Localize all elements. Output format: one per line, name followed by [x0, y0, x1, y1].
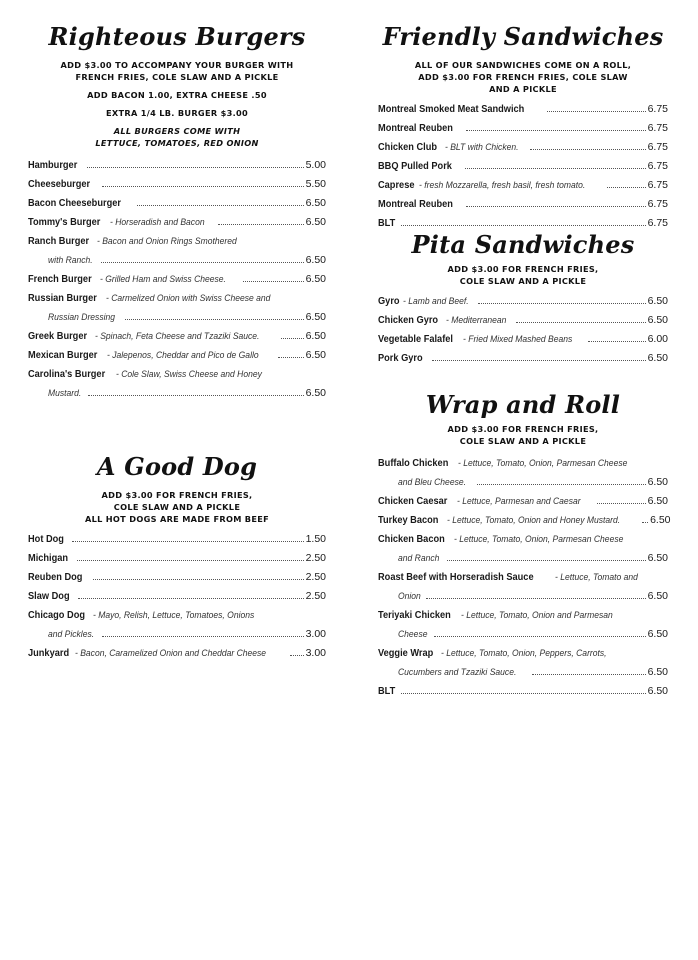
menu-item — [28, 214, 326, 233]
item-price: 6.50 — [647, 495, 668, 507]
item-price: 6.50 — [647, 314, 668, 326]
item-price: 6.50 — [650, 514, 671, 526]
dot-leader — [466, 206, 645, 207]
item-name: Reuben Dog — [28, 571, 83, 583]
pita-note: COLE SLAW AND A PICKLE — [459, 276, 587, 286]
item-description: - Spinach, Feta Cheese and Tzaziki Sauce. — [95, 331, 260, 342]
dot-leader — [477, 484, 646, 485]
item-price: 6.75 — [647, 141, 668, 153]
item-price: 6.50 — [305, 330, 326, 342]
menu-item — [378, 607, 668, 645]
burgers-title: Righteous Burgers — [48, 22, 306, 51]
item-price: 2.50 — [305, 590, 326, 602]
menu-item — [378, 493, 668, 512]
menu-item — [378, 196, 668, 215]
item-price: 5.50 — [305, 178, 326, 190]
wraps-list — [378, 455, 671, 702]
sandwiches-note: ALL OF OUR SANDWICHES COME ON A ROLL, — [414, 60, 632, 70]
pita-note: ADD $3.00 FOR FRENCH FRIES, — [447, 264, 599, 274]
item-price: 6.50 — [305, 197, 326, 209]
menu-item — [378, 512, 671, 531]
dogs-note: COLE SLAW AND A PICKLE — [113, 502, 241, 512]
item-price: 6.50 — [647, 666, 668, 678]
dot-leader — [607, 187, 645, 188]
sandwiches-note: AND A PICKLE — [489, 84, 557, 94]
menu-item — [28, 607, 326, 645]
dot-leader — [434, 636, 646, 637]
item-name: Montreal Reuben — [378, 122, 453, 134]
menu-item — [378, 101, 668, 120]
item-description: - Bacon, Caramelized Onion and Cheddar Cheese — [74, 648, 266, 659]
item-description-cont: Cucumbers and Tzaziki Sauce. — [398, 667, 517, 678]
item-description-cont: and Bleu Cheese. — [398, 477, 466, 488]
dot-leader — [466, 130, 645, 131]
menu-item — [378, 455, 668, 493]
item-name: Turkey Bacon — [378, 514, 439, 526]
dot-leader — [478, 303, 645, 304]
item-name: Russian Burger — [28, 292, 97, 304]
menu-item — [378, 569, 668, 607]
burgers-note: FRENCH FRIES, COLE SLAW AND A PICKLE — [75, 72, 279, 82]
item-name: Caprese — [378, 179, 415, 191]
item-description: - Lettuce, Tomato and — [554, 572, 638, 583]
item-description: - Jalepenos, Cheddar and Pico de Gallo — [106, 350, 259, 361]
dot-leader — [125, 319, 303, 320]
dogs-note: ADD $3.00 FOR FRENCH FRIES, — [101, 490, 253, 500]
menu-item — [378, 683, 668, 702]
dot-leader — [588, 341, 646, 342]
menu-item — [28, 271, 326, 290]
item-description: - Grilled Ham and Swiss Cheese. — [100, 274, 227, 285]
dot-leader — [88, 395, 304, 396]
burgers-note: ALL BURGERS COME WITH — [113, 126, 241, 136]
item-price: 3.00 — [305, 647, 326, 659]
menu-item — [28, 328, 326, 347]
menu-item — [28, 366, 326, 404]
item-name: BLT — [378, 685, 396, 697]
item-name: Montreal Reuben — [378, 198, 453, 210]
burgers-list — [28, 157, 326, 404]
item-name: Tommy's Burger — [28, 216, 101, 228]
item-name: Carolina's Burger — [28, 368, 106, 380]
item-price: 6.75 — [647, 198, 668, 210]
item-description: - Lettuce, Tomato, Onion and Parmesan — [460, 610, 613, 621]
item-price: 2.50 — [305, 552, 326, 564]
dot-leader — [102, 636, 303, 637]
dot-leader — [218, 224, 303, 225]
menu-item — [378, 177, 668, 196]
dot-leader — [447, 560, 646, 561]
dot-leader — [401, 693, 646, 694]
item-name: French Burger — [28, 273, 92, 285]
dot-leader — [102, 186, 304, 187]
sandwiches-section — [378, 22, 668, 234]
item-price: 6.75 — [647, 217, 668, 229]
item-description-cont: and Pickles. — [48, 629, 95, 640]
item-price: 1.50 — [305, 533, 326, 545]
pita-section — [378, 230, 668, 369]
item-description: - Mayo, Relish, Lettuce, Tomatoes, Onions — [92, 610, 255, 621]
item-description-cont: Mustard. — [48, 388, 82, 399]
item-price: 6.50 — [305, 254, 326, 266]
wraps-note: ADD $3.00 FOR FRENCH FRIES, — [447, 424, 599, 434]
item-price: 6.75 — [647, 122, 668, 134]
item-price: 6.50 — [647, 685, 668, 697]
sandwiches-note: ADD $3.00 FOR FRENCH FRIES, COLE SLAW — [418, 72, 628, 82]
item-price: 3.00 — [305, 628, 326, 640]
item-description: - Carmelized Onion with Swiss Cheese and — [106, 293, 271, 304]
item-description: - Horseradish and Bacon — [110, 217, 205, 228]
item-name: Montreal Smoked Meat Sandwich — [378, 103, 525, 115]
burgers-note: ADD BACON 1.00, EXTRA CHEESE .50 — [87, 90, 267, 100]
item-name: Veggie Wrap — [378, 647, 434, 659]
item-price: 5.00 — [305, 159, 326, 171]
dot-leader — [77, 560, 304, 561]
dot-leader — [532, 674, 645, 675]
wraps-title: Wrap and Roll — [425, 390, 621, 419]
dot-leader — [547, 111, 645, 112]
item-description: - fresh Mozzarella, fresh basil, fresh tomato. — [419, 180, 586, 191]
dot-leader — [290, 655, 304, 656]
burgers-note: ADD $3.00 TO ACCOMPANY YOUR BURGER WITH — [60, 60, 294, 70]
item-name: Chicken Club — [378, 141, 438, 153]
item-name: Chicken Bacon — [378, 533, 445, 545]
dot-leader — [426, 598, 645, 599]
item-price: 6.50 — [647, 476, 668, 488]
menu-item — [28, 531, 326, 550]
menu-item — [28, 645, 326, 664]
item-description: - Lettuce, Parmesan and Caesar — [456, 496, 581, 507]
item-description-cont: Russian Dressing — [48, 312, 116, 323]
item-description: - Bacon and Onion Rings Smothered — [97, 236, 238, 247]
item-price: 6.75 — [647, 179, 668, 191]
menu-item — [378, 331, 668, 350]
burgers-section — [28, 22, 326, 404]
dot-leader — [401, 225, 646, 226]
item-description: - Lettuce, Tomato, Onion, Parmesan Cheese — [457, 458, 628, 469]
item-name: Chicken Caesar — [378, 495, 448, 507]
item-description-cont: and Ranch — [398, 553, 440, 564]
menu-item — [28, 569, 326, 588]
dot-leader — [72, 541, 304, 542]
dot-leader — [137, 205, 304, 206]
menu-item — [28, 588, 326, 607]
item-name: Slaw Dog — [28, 590, 70, 602]
item-price: 6.75 — [647, 103, 668, 115]
item-description-cont: with Ranch. — [48, 255, 93, 266]
item-name: Teriyaki Chicken — [378, 609, 451, 621]
dot-leader — [432, 360, 646, 361]
dot-leader — [78, 598, 303, 599]
item-description: - Mediterranean — [446, 315, 507, 326]
menu-item — [378, 139, 668, 158]
pita-title: Pita Sandwiches — [411, 230, 635, 259]
dot-leader — [101, 262, 304, 263]
item-description: - Lettuce, Tomato, Onion, Peppers, Carrots, — [440, 648, 607, 659]
dot-leader — [93, 579, 304, 580]
burgers-note: EXTRA 1/4 LB. BURGER $3.00 — [106, 108, 248, 118]
item-price: 6.00 — [647, 333, 668, 345]
item-name: Vegetable Falafel — [378, 333, 453, 345]
item-name: Mexican Burger — [28, 349, 98, 361]
dogs-note: ALL HOT DOGS ARE MADE FROM BEEF — [84, 514, 270, 524]
dot-leader — [281, 338, 304, 339]
item-price: 6.50 — [305, 387, 326, 399]
item-description: - BLT with Chicken. — [445, 142, 519, 153]
dot-leader — [243, 281, 303, 282]
dot-leader — [516, 322, 645, 323]
menu-item — [378, 350, 668, 369]
menu-item — [378, 312, 668, 331]
menu-item — [378, 158, 668, 177]
item-price: 6.50 — [647, 628, 668, 640]
item-name: Ranch Burger — [28, 235, 90, 247]
item-name: Pork Gyro — [378, 352, 423, 364]
menu-item — [378, 531, 668, 569]
menu-item — [28, 550, 326, 569]
item-name: Hot Dog — [28, 533, 64, 545]
dogs-section — [28, 452, 326, 664]
dot-leader — [530, 149, 646, 150]
item-description: - Lamb and Beef. — [402, 296, 469, 307]
menu-item — [28, 347, 326, 366]
item-name: Chicago Dog — [28, 609, 85, 621]
item-price: 6.50 — [305, 216, 326, 228]
item-price: 2.50 — [305, 571, 326, 583]
item-name: Greek Burger — [28, 330, 88, 342]
item-name: Gyro — [378, 295, 400, 307]
menu-item — [28, 195, 326, 214]
wraps-section — [378, 390, 671, 702]
dogs-title: A Good Dog — [96, 452, 258, 481]
burgers-note: LETTUCE, TOMATOES, RED ONION — [95, 138, 259, 148]
item-description-cont: Onion — [398, 591, 421, 602]
item-name: Buffalo Chicken — [378, 457, 449, 469]
sandwiches-title: Friendly Sandwiches — [382, 22, 664, 51]
item-name: Hamburger — [28, 159, 78, 171]
item-price: 6.50 — [647, 295, 668, 307]
item-price: 6.50 — [305, 311, 326, 323]
wraps-note: COLE SLAW AND A PICKLE — [459, 436, 587, 446]
menu-item — [378, 293, 668, 312]
item-description: - Fried Mixed Mashed Beans — [463, 334, 573, 345]
dot-leader — [597, 503, 645, 504]
dot-leader — [465, 168, 646, 169]
item-name: BLT — [378, 217, 396, 229]
item-description: - Cole Slaw, Swiss Cheese and Honey — [115, 369, 262, 380]
item-price: 6.50 — [647, 352, 668, 364]
item-description-cont: Cheese — [398, 629, 428, 640]
item-price: 6.50 — [647, 590, 668, 602]
item-name: Cheeseburger — [28, 178, 91, 190]
item-name: Michigan — [28, 552, 69, 564]
dot-leader — [278, 357, 303, 358]
item-name: BBQ Pulled Pork — [378, 160, 452, 172]
sandwiches-list — [378, 101, 668, 234]
item-name: Roast Beef with Horseradish Sauce — [378, 571, 534, 583]
item-name: Junkyard — [28, 647, 70, 659]
menu-item — [28, 233, 326, 271]
item-price: 6.50 — [305, 349, 326, 361]
dot-leader — [642, 522, 648, 523]
item-description: - Lettuce, Tomato, Onion and Honey Mustard. — [446, 515, 620, 526]
item-description: - Lettuce, Tomato, Onion, Parmesan Cheese — [453, 534, 624, 545]
menu-item — [378, 120, 668, 139]
menu-item — [28, 290, 326, 328]
menu-item — [28, 157, 326, 176]
item-name: Chicken Gyro — [378, 314, 439, 326]
menu-item — [378, 645, 668, 683]
item-price: 6.50 — [647, 552, 668, 564]
pita-list — [378, 293, 668, 369]
dot-leader — [87, 167, 304, 168]
dogs-list — [28, 531, 326, 664]
item-name: Bacon Cheeseburger — [28, 197, 121, 209]
menu-item — [28, 176, 326, 195]
item-price: 6.50 — [305, 273, 326, 285]
item-price: 6.75 — [647, 160, 668, 172]
